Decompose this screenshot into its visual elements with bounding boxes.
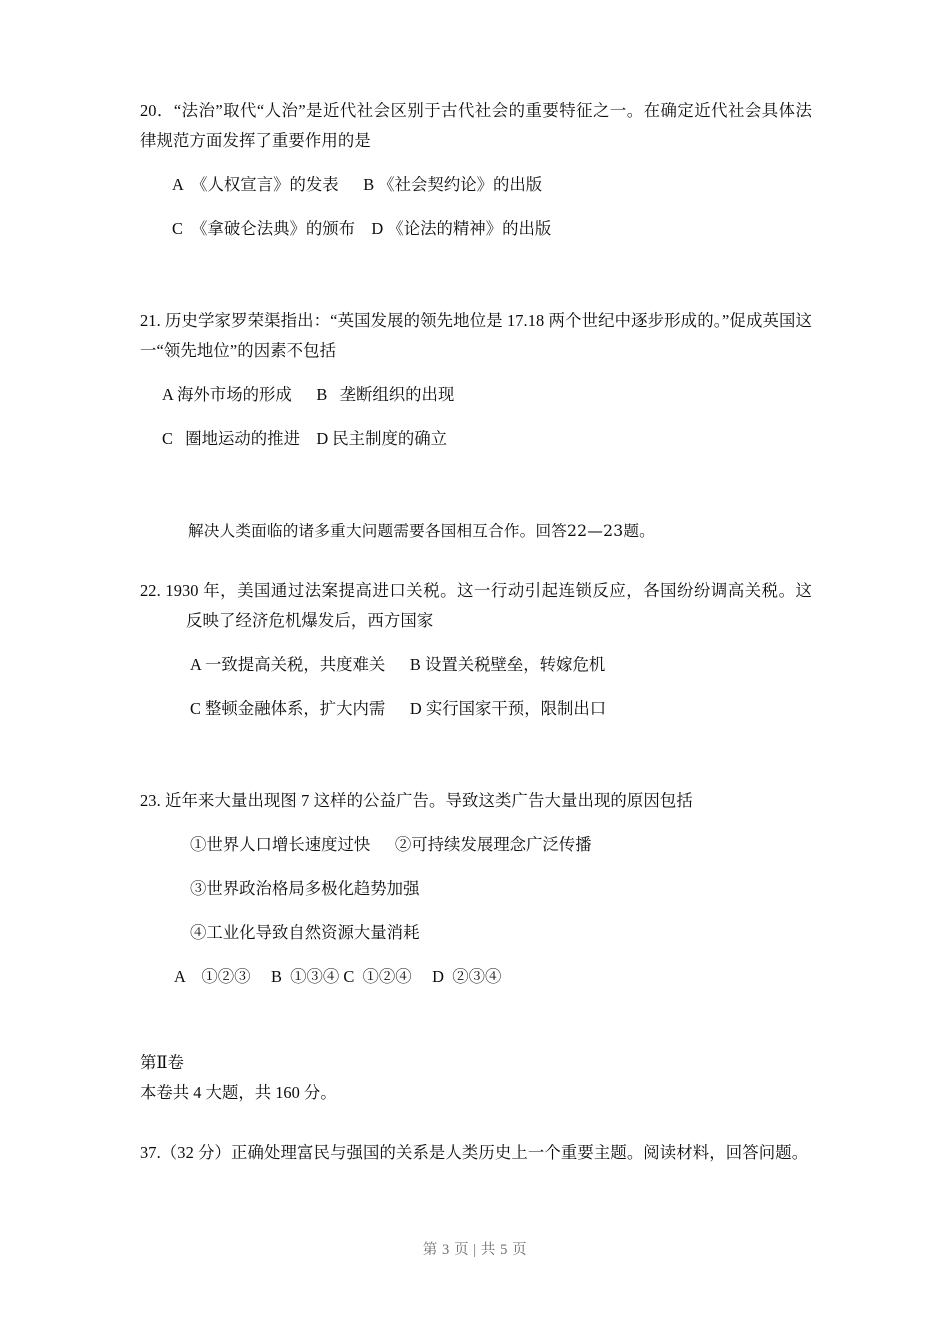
spacer xyxy=(140,724,812,786)
question-21-stem: 21. 历史学家罗荣渠指出：“英国发展的领先地位是 17.18 两个世纪中逐步形成的。”促成英国这一“领先地位”的因素不包括 xyxy=(140,311,812,360)
spacer xyxy=(140,200,812,214)
page-footer xyxy=(0,1238,950,1259)
spacer xyxy=(140,992,812,1048)
questions-22-23-lead-paragraph: 解决人类面临的诸多重大问题需要各国相互合作。回答22—23题。 xyxy=(188,522,655,540)
footer-separator: | xyxy=(473,1242,477,1258)
spacer xyxy=(140,1108,812,1138)
question-20-options-row-2: C 《拿破仑法典》的颁布 D 《论法的精神》的出版 xyxy=(172,219,552,238)
spacer xyxy=(140,636,812,650)
question-23-stem: 23. 近年来大量出现图 7 这样的公益广告。导致这类广告大量出现的原因包括 xyxy=(140,791,693,810)
question-23-item-2: ③世界政治格局多极化趋势加强 xyxy=(190,879,420,898)
spacer xyxy=(140,816,812,830)
question-23-item-3: ④工业化导致自然资源大量消耗 xyxy=(190,923,420,942)
spacer xyxy=(140,680,812,694)
footer-total-pages: 共 5 页 xyxy=(480,1242,528,1258)
spacer xyxy=(140,546,812,576)
question-22-options-row-2: C 整顿金融体系，扩大内需 D 实行国家干预，限制出口 xyxy=(190,699,607,718)
question-20 xyxy=(140,96,812,244)
question-23-options-row-1: A ①②③ B ①③④ C ①②④ D ②③④ xyxy=(174,967,502,986)
question-21-options-row-2: C 圈地运动的推进 D 民主制度的确立 xyxy=(162,429,448,448)
question-23 xyxy=(140,786,812,992)
section-two xyxy=(140,1048,812,1108)
question-22-stem: 22. 1930 年，美国通过法案提高进口关税。这一行动引起连锁反应，各国纷纷调高关税。这反映了经济危机爆发后，西方国家 xyxy=(140,581,812,630)
question-22-options-row-1: A 一致提高关税，共度难关 B 设置关税壁垒，转嫁危机 xyxy=(190,655,606,674)
question-23-item-1: ①世界人口增长速度过快 ②可持续发展理念广泛传播 xyxy=(190,835,592,854)
spacer xyxy=(140,366,812,380)
question-37 xyxy=(140,1138,812,1168)
spacer xyxy=(140,156,812,170)
page-content xyxy=(140,96,812,1168)
question-20-stem: 20．“法治”取代“人治”是近代社会区别于古代社会的重要特征之一。在确定近代社会具体法律规范方面发挥了重要作用的是 xyxy=(140,101,812,150)
footer-current-page: 第 3 页 xyxy=(422,1242,470,1258)
section-two-title: 第Ⅱ卷 xyxy=(140,1053,184,1072)
question-22 xyxy=(140,576,812,724)
spacer xyxy=(140,860,812,874)
question-21-options-row-1: A 海外市场的形成 B 垄断组织的出现 xyxy=(162,385,455,404)
spacer xyxy=(140,410,812,424)
question-20-options-row-1: A 《人权宣言》的发表 B 《社会契约论》的出版 xyxy=(172,175,543,194)
question-37-stem: 37.（32 分）正确处理富民与强国的关系是人类历史上一个重要主题。阅读材料，回答问题。 xyxy=(140,1143,809,1162)
spacer xyxy=(140,454,812,516)
spacer xyxy=(140,904,812,918)
question-21 xyxy=(140,306,812,454)
spacer xyxy=(140,948,812,962)
section-two-subtitle: 本卷共 4 大题，共 160 分。 xyxy=(140,1083,337,1102)
spacer xyxy=(140,244,812,306)
